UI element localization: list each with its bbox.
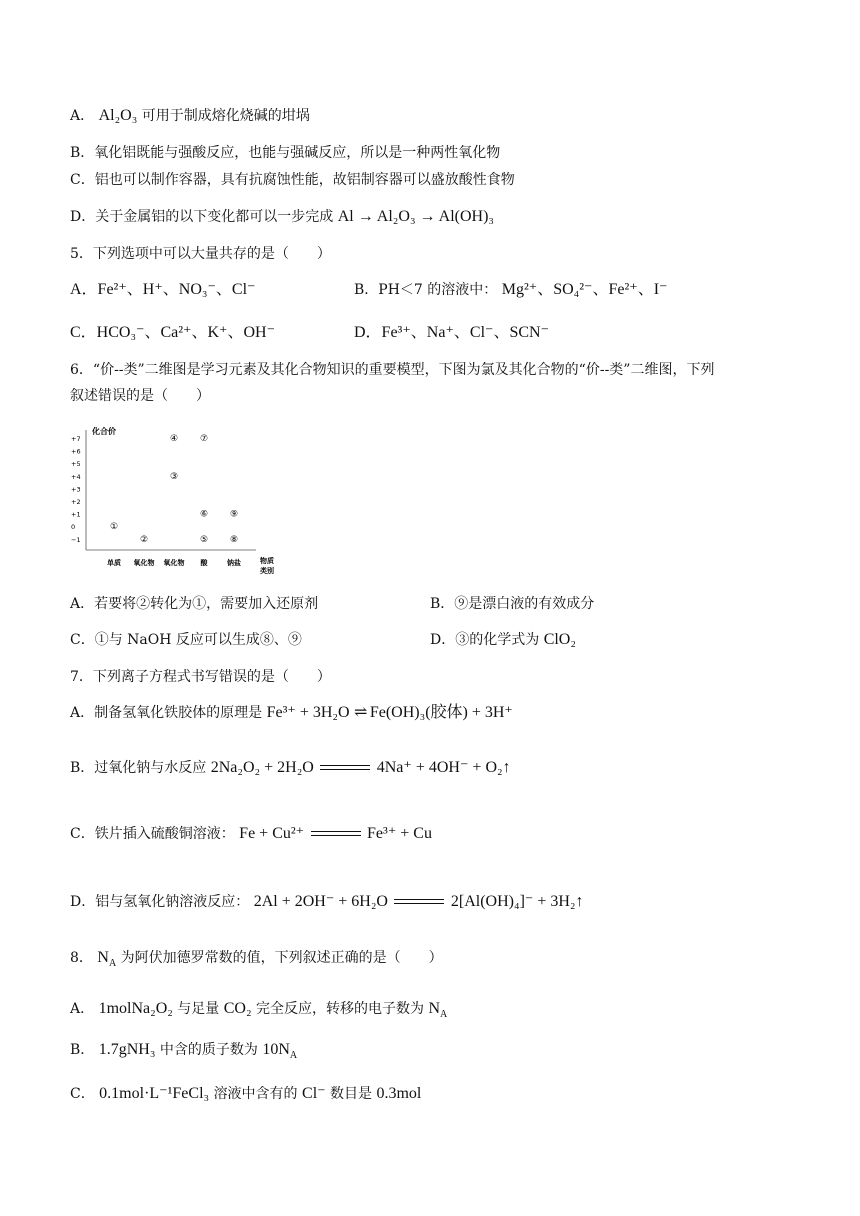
q8-option-b — [70, 1040, 297, 1060]
q4-option-a — [70, 106, 310, 126]
q7d-rhs: 2[Al(OH)₄]⁻ + 3H₂↑ — [450, 893, 584, 910]
q7b-text: B．过氧化钠与水反应 — [70, 760, 207, 776]
q8-text: 为阿伏加德罗常数的值，下列叙述正确的是（ ） — [120, 950, 443, 966]
chart-point: ⑨ — [229, 509, 239, 520]
q8a-text2: 完全反应，转移的电子数为 — [256, 1001, 425, 1017]
y-tick-label: 0 — [71, 523, 76, 532]
equals-sign-icon — [309, 829, 363, 839]
q7-option-d — [70, 892, 584, 912]
q8a-text1: 与足量 — [177, 1001, 220, 1017]
q7b-lhs: 2Na₂O₂ + 2H₂O — [210, 759, 314, 776]
q6-stem-line1: 6．“价--类”二维图是学习元素及其化合物知识的重要模型，下图为氯及其化合物的“价--类”二维图，下列 — [70, 362, 715, 378]
q8-label: 8． — [70, 950, 93, 966]
q8-option-c — [70, 1084, 421, 1104]
q5-option-a: A．Fe²⁺、H⁺、NO₃⁻、Cl⁻ — [70, 281, 256, 298]
chart-point: ⑦ — [199, 434, 209, 444]
equals-sign-icon — [318, 763, 372, 773]
q8-option-a — [70, 999, 447, 1019]
chart-point: ② — [139, 534, 149, 545]
q8a-formula: 1molNa₂O₂ — [98, 1000, 173, 1017]
q7c-rhs: Fe³⁺ + Cu — [367, 825, 432, 842]
q7d-lhs: 2Al + 2OH⁻ + 6H₂O — [253, 893, 388, 910]
valence-class-chart — [70, 420, 290, 580]
y-tick-label: +2 — [71, 498, 81, 506]
q6-option-a: A．若要将②转化为①，需要加入还原剂 — [70, 596, 319, 612]
q7c-text: C．铁片插入硫酸铜溶液： — [70, 826, 235, 842]
chart-point: ④ — [169, 434, 179, 444]
q8b-value: $10N_A$ — [262, 1041, 298, 1062]
q8a-label: A． — [70, 1001, 95, 1017]
equals-sign-icon — [392, 897, 446, 907]
y-tick-label: +3 — [71, 485, 81, 494]
y-tick-label: +1 — [71, 510, 81, 519]
q7a-lhs: Fe³⁺ + 3H₂O — [266, 704, 350, 721]
q7d-text: D．铝与氢氧化钠溶液反应： — [70, 894, 250, 910]
y-tick-labels — [71, 435, 81, 544]
q7-option-a — [70, 702, 513, 723]
x-tick-label: 单质 — [107, 559, 121, 567]
q6-option-b: B．⑨是漂白液的有效成分 — [430, 596, 595, 612]
q4-option-d — [70, 207, 494, 227]
q5b-ions: Mg²⁺、SO₄²⁻、Fe²⁺、I⁻ — [501, 281, 668, 298]
chart-points — [110, 434, 238, 545]
q8c-text2: 数目是 — [330, 1086, 373, 1102]
q6d-text: D．③的化学式为 — [430, 632, 540, 648]
q8b-formula: 1.7gNH₃ — [98, 1041, 156, 1058]
chart-point: ③ — [169, 471, 179, 482]
q8c-formula: 0.1mol·L⁻¹FeCl₃ — [99, 1085, 210, 1102]
y-tick-label: +5 — [71, 460, 81, 469]
q6d-formula: ClO₂ — [543, 631, 576, 648]
x-tick-label: 钠盐 — [227, 559, 241, 567]
x-tick-label: 氧化物 — [133, 559, 155, 567]
q8c-label: C． — [70, 1086, 95, 1102]
q5-stem: 5．下列选项中可以大量共存的是（ ） — [70, 246, 331, 262]
q8a-co2: CO₂ — [223, 1000, 252, 1017]
chart-point: ① — [109, 522, 119, 533]
q7-option-c — [70, 824, 432, 844]
q6-stem-line2: 叙述错误的是（ ） — [70, 388, 210, 404]
chart-point: ⑤ — [199, 534, 209, 545]
y-tick-label: +6 — [71, 447, 81, 456]
q8-na: $N_A$ — [97, 949, 117, 970]
q8b-text: 中含的质子数为 — [159, 1042, 258, 1058]
chart-ylabel: 化合价 — [92, 427, 116, 436]
q5-option-d: D．Fe³⁺、Na⁺、Cl⁻、SCN⁻ — [354, 324, 550, 341]
q4d-formula: Al → Al₂O₃ → Al(OH)₃ — [337, 208, 494, 225]
q8c-value: 0.3mol — [376, 1085, 422, 1102]
x-tick-label: 酸 — [200, 559, 208, 567]
q7a-text: A．制备氢氧化铁胶体的原理是 — [70, 705, 263, 721]
q6-option-c: C．①与 NaOH 反应可以生成⑧、⑨ — [70, 632, 302, 648]
y-tick-label: +7 — [71, 435, 81, 443]
q4a-text: 可用于制成熔化烧碱的坩埚 — [141, 108, 310, 124]
y-tick-label: −1 — [71, 535, 81, 544]
q4a-formula: Al₂O₃ — [98, 107, 138, 124]
q5-option-b — [354, 280, 668, 300]
q8a-na: $N_A$ — [428, 1000, 448, 1021]
q8b-label: B． — [70, 1042, 95, 1058]
q4-option-b: B．氧化铝既能与强酸反应，也能与强碱反应，所以是一种两性氧化物 — [70, 145, 501, 161]
q7-stem: 7．下列离子方程式书写错误的是（ ） — [70, 669, 331, 685]
chart-xlabel-1: 物质 — [260, 557, 274, 565]
q5b-text: B．PH＜7 的溶液中： — [354, 282, 498, 298]
reversible-arrow-icon: ⇌ — [353, 702, 366, 721]
y-tick-label: +4 — [71, 472, 81, 481]
chart-xlabel-2: 类别 — [260, 567, 274, 575]
chart-point: ⑧ — [229, 534, 239, 545]
q5-option-c: C．HCO₃⁻、Ca²⁺、K⁺、OH⁻ — [70, 324, 276, 341]
q8-stem — [70, 948, 443, 968]
q4d-text: D．关于金属铝的以下变化都可以一步完成 — [70, 209, 334, 225]
q4-option-c: C．铝也可以制作容器，具有抗腐蚀性能，故铝制容器可以盛放酸性食物 — [70, 172, 515, 188]
q7c-lhs: Fe + Cu²⁺ — [239, 825, 305, 842]
x-tick-labels — [107, 558, 241, 567]
q6-option-d — [430, 630, 576, 650]
q7-option-b — [70, 758, 511, 778]
q4a-label: A． — [70, 108, 95, 124]
q7b-rhs: 4Na⁺ + 4OH⁻ + O₂↑ — [376, 759, 511, 776]
chart-point: ⑥ — [199, 509, 209, 520]
q8c-text: 溶液中含有的 — [213, 1086, 298, 1102]
x-tick-label: 氧化物 — [163, 559, 185, 567]
q8c-cl: Cl⁻ — [302, 1085, 326, 1102]
q7a-rhs: Fe(OH)₃(胶体) + 3H⁺ — [369, 704, 513, 721]
